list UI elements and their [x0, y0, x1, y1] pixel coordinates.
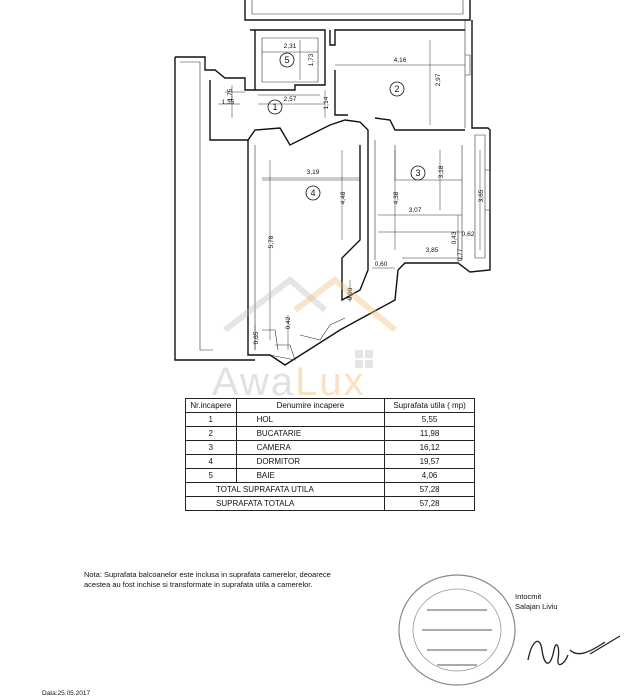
room-name-cell: CAMERA	[236, 441, 385, 455]
header-nr: Nr.incapere	[186, 399, 237, 413]
dimension-label: 2,97	[435, 73, 442, 87]
dimension-label: 2,31	[283, 43, 297, 50]
total-label: SUPRAFATA TOTALA	[186, 497, 385, 511]
room-number: 4	[310, 188, 316, 198]
document-date: Data:25.05.2017	[42, 690, 91, 697]
room-number: 1	[272, 102, 278, 112]
room-nr-cell: 3	[186, 441, 237, 455]
room-area-cell: 16,12	[385, 441, 475, 455]
room-area-cell: 5,55	[385, 413, 475, 427]
room-nr-cell: 1	[186, 413, 237, 427]
dimension-label: 5,78	[268, 235, 275, 249]
room-number: 3	[415, 168, 421, 178]
room-nr-cell: 5	[186, 469, 237, 483]
dimension-label: 1,73	[308, 53, 315, 67]
table-row	[186, 441, 475, 455]
dimension-label: 4,48	[340, 191, 347, 205]
room-name-cell: BAIE	[236, 469, 385, 483]
table-header-row	[186, 399, 475, 413]
dimension-label: 0,42	[285, 316, 292, 330]
dimension-label: 2,57	[283, 96, 297, 103]
room-name-cell: BUCATARIE	[236, 427, 385, 441]
dimension-label: 0,60	[374, 261, 388, 268]
note-text	[84, 570, 414, 590]
note-line-1: Nota: Suprafata balcoanelor este inclusa in suprafata camerelor, deoarece	[84, 570, 331, 579]
dimension-label: 0,90	[347, 287, 354, 301]
signature-icon	[520, 620, 630, 680]
total-row	[186, 497, 475, 511]
watermark-brand-a: Awa	[212, 360, 296, 404]
total-util-label: TOTAL SUPRAFATA UTILA	[186, 483, 385, 497]
dimension-label: 3,19	[306, 169, 320, 176]
dimension-label: 0,65	[253, 331, 260, 345]
total-util-row	[186, 483, 475, 497]
room-area-cell: 11,98	[385, 427, 475, 441]
author-line-1: Intocmit	[515, 592, 542, 601]
header-area: Suprafata utila ( mp)	[385, 399, 475, 413]
author-name: Salajan Liviu	[515, 602, 558, 611]
dimension-label: 3,18	[438, 165, 445, 179]
total-util-value: 57,28	[385, 483, 475, 497]
table-row	[186, 469, 475, 483]
official-stamp-icon	[392, 570, 522, 690]
note-line-2: acestea au fost inchise si transformate in suprafata utila a camerelor.	[84, 580, 313, 589]
room-area-cell: 4,06	[385, 469, 475, 483]
table-row	[186, 427, 475, 441]
dimension-label: 4,16	[393, 57, 407, 64]
table-row	[186, 413, 475, 427]
room-number: 5	[284, 55, 290, 65]
dimension-label: 3,07	[408, 207, 422, 214]
dimension-label: 0,43	[451, 231, 458, 245]
table-row	[186, 455, 475, 469]
dimension-label: 4,38	[393, 191, 400, 205]
room-number: 2	[394, 84, 400, 94]
room-name-cell: DORMITOR	[236, 455, 385, 469]
dimension-label: 3,65	[478, 189, 485, 203]
dimension-label: 0,77	[457, 248, 464, 262]
room-nr-cell: 2	[186, 427, 237, 441]
watermark-brand-b: Lux	[295, 360, 366, 404]
dimension-label: 3,85	[425, 247, 439, 254]
total-value: 57,28	[385, 497, 475, 511]
table-body	[186, 413, 475, 483]
room-area-cell: 19,57	[385, 455, 475, 469]
room-nr-cell: 4	[186, 455, 237, 469]
room-area-table	[185, 398, 475, 511]
dimension-label: 1,14	[323, 96, 330, 110]
header-name: Denumire incapere	[236, 399, 385, 413]
author-block	[515, 592, 558, 612]
dimension-label: 1,75	[227, 88, 234, 102]
room-name-cell: HOL	[236, 413, 385, 427]
dimension-label: 1,35	[221, 99, 235, 106]
dimension-label: 0,62	[461, 231, 475, 238]
